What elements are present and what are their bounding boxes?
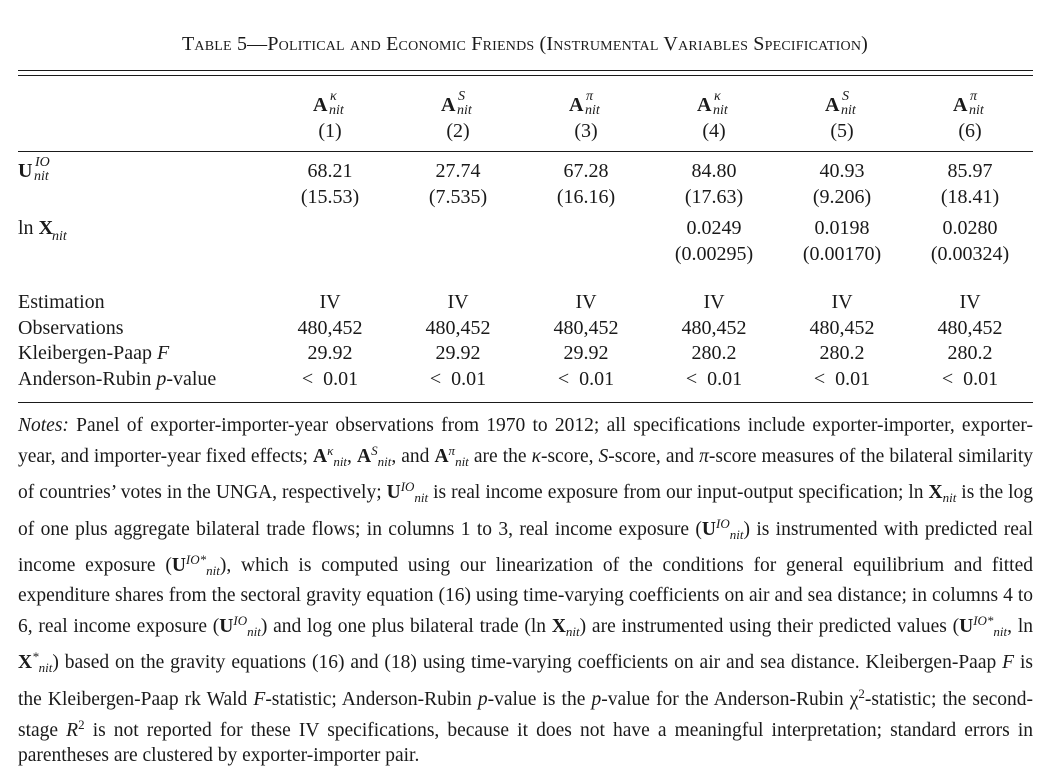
table-row-u-coef	[18, 155, 1033, 184]
symbol-x: $X_{nit}$	[928, 482, 957, 506]
table-cell: 85.97	[947, 160, 993, 182]
table-cell: 480,452	[297, 317, 363, 339]
column-number: (6)	[958, 120, 982, 142]
row-label: Kleibergen-Paap F	[18, 342, 170, 364]
column-header: A S nit	[441, 89, 472, 118]
table-cell: IV	[959, 291, 981, 313]
symbol-u-io: $U^{IO}_{nit}$	[386, 479, 429, 506]
column-header: A π nit	[569, 89, 600, 118]
table-cell: < 0.01	[557, 368, 615, 390]
header-row-symbols	[18, 89, 1033, 118]
table-cell: IV	[575, 291, 597, 313]
column-number: (5)	[830, 120, 854, 142]
table-cell: (18.41)	[940, 186, 1000, 208]
symbol-a-s: $A^S_{nit}$	[356, 443, 392, 470]
table-cell: (17.63)	[684, 186, 744, 208]
table-cell: 27.74	[435, 160, 481, 182]
table-cell: 0.0198	[814, 217, 870, 239]
row-label: Observations	[18, 317, 124, 339]
table-cell: (15.53)	[300, 186, 360, 208]
symbol-u-io: $U^{IO}_{nit}$	[219, 613, 261, 640]
table-cell: 29.92	[563, 342, 609, 364]
table-cell: 67.28	[563, 160, 609, 182]
symbol-x: $X_{nit}$	[551, 616, 580, 640]
table-cell: < 0.01	[685, 368, 743, 390]
table-cell: 480,452	[553, 317, 619, 339]
table-cell: (16.16)	[556, 186, 616, 208]
table-cell: < 0.01	[813, 368, 871, 390]
table-cell: 480,452	[809, 317, 875, 339]
column-number: (1)	[318, 120, 342, 142]
symbol-u-io: $U^{IO}_{nit}$	[701, 515, 744, 542]
table-row-lnx-se	[18, 241, 1033, 267]
table-cell: < 0.01	[429, 368, 487, 390]
table-notes: Notes: Panel of exporter-importer-year observations from 1970 to 2012; all specifications include exporter-importer, exporter-year, and importer-year fixed effects; $A^\kappa_{nit}$, $A^S_{nit}$, and $A^\pi_{nit}$ are the κ-score, S-score, and π-score measures of the bilateral similarity of countries’ votes in the UNGA, respectively; $U^{IO}_{nit}$ is real income exposure from our input-output specification; $\ln X_{nit}$ is the log of one plus aggregate bilateral trade flows; in columns 1 to 3, real income exposure $(U^{IO}_{nit})$ is instrumented with predicted real income exposure $(U^{IO*}_{nit})$, which is computed using our linearization of the conditions for general equilibrium and fitted expenditure shares from the sectoral gravity equation (16) using time-varying coefficients on air and sea distance; in columns 4 to 6, real income exposure $(U^{IO}_{nit})$ and log one plus bilateral trade (ln $X_{nit}$) are instrumented using their predicted values ($U^{IO*}_{nit}$, $\ln X^*_{nit}$) based on the gravity equations (16) and (18) using time-varying coefficients on air and sea distance. Kleibergen-Paap F is the Kleibergen-Paap rk Wald F-statistic; Anderson-Rubin p-value is the p-value for the Anderson-Rubin $\chi^2$-statistic; the second-stage $R^2$ is not reported for these IV specifications, because it does not have a meaningful interpretation; standard errors in parentheses are clustered by exporter-importer pair.	[18, 415, 1034, 767]
table-title: Table 5—Political and Economic Friends (Instrumental Variables Specification)	[181, 33, 869, 55]
table-cell: 280.2	[947, 342, 993, 364]
table-row-lnx-coef	[18, 215, 1033, 244]
table-cell: 40.93	[819, 160, 865, 182]
table-row-ar-p	[18, 366, 1033, 392]
table-cell: (0.00170)	[802, 243, 882, 265]
table-cell: 84.80	[691, 160, 737, 182]
table-cell: IV	[319, 291, 341, 313]
column-header: A κ nit	[697, 89, 728, 118]
table-cell: 480,452	[425, 317, 491, 339]
table-cell: 280.2	[819, 342, 865, 364]
header-row-numbers	[18, 118, 1033, 144]
row-label: Anderson-Rubin p-value	[18, 368, 217, 390]
column-header: A S nit	[825, 89, 856, 118]
column-header: A π nit	[953, 89, 984, 118]
bottom-rule	[18, 402, 1033, 403]
top-rule	[18, 70, 1033, 71]
row-label-lnx: $\ln X_{nit}$	[18, 217, 67, 244]
table-row-u-se	[18, 184, 1033, 210]
table-cell: (0.00324)	[930, 243, 1010, 265]
column-header: A κ nit	[313, 89, 344, 118]
table-cell: < 0.01	[941, 368, 999, 390]
symbol-u-io-star: $U^{IO*}_{nit}$	[959, 613, 1008, 640]
table-cell: 0.0280	[942, 217, 998, 239]
symbol-u-io-star: $U^{IO*}_{nit}$	[171, 551, 220, 578]
row-label-u: U IO nit	[18, 155, 50, 184]
table-row-estimation	[18, 289, 1033, 315]
table-cell: < 0.01	[301, 368, 359, 390]
column-number: (4)	[702, 120, 726, 142]
table-cell: 280.2	[691, 342, 737, 364]
symbol-a-kappa: $A^\kappa_{nit}$	[312, 443, 348, 470]
table-row-kp-f	[18, 340, 1033, 366]
table-cell: 480,452	[681, 317, 747, 339]
table-cell: (0.00295)	[674, 243, 754, 265]
table-cell: 29.92	[435, 342, 481, 364]
table-cell: IV	[703, 291, 725, 313]
table-cell: IV	[447, 291, 469, 313]
top-rule-double	[18, 75, 1033, 76]
column-number: (2)	[446, 120, 470, 142]
table-row-observations	[18, 315, 1033, 341]
table-cell: (7.535)	[428, 186, 488, 208]
header-rule	[18, 151, 1033, 152]
table-cell: 0.0249	[686, 217, 742, 239]
table-cell: 29.92	[307, 342, 353, 364]
table-cell: 68.21	[307, 160, 353, 182]
table-cell: (9.206)	[812, 186, 872, 208]
notes-label: Notes:	[18, 415, 69, 436]
row-label: Estimation	[18, 291, 105, 313]
column-number: (3)	[574, 120, 598, 142]
table-cell: IV	[831, 291, 853, 313]
symbol-x-star: $X^*_{nit}$	[18, 649, 53, 676]
symbol-a-pi: $A^\pi_{nit}$	[434, 443, 469, 470]
table-cell: 480,452	[937, 317, 1003, 339]
